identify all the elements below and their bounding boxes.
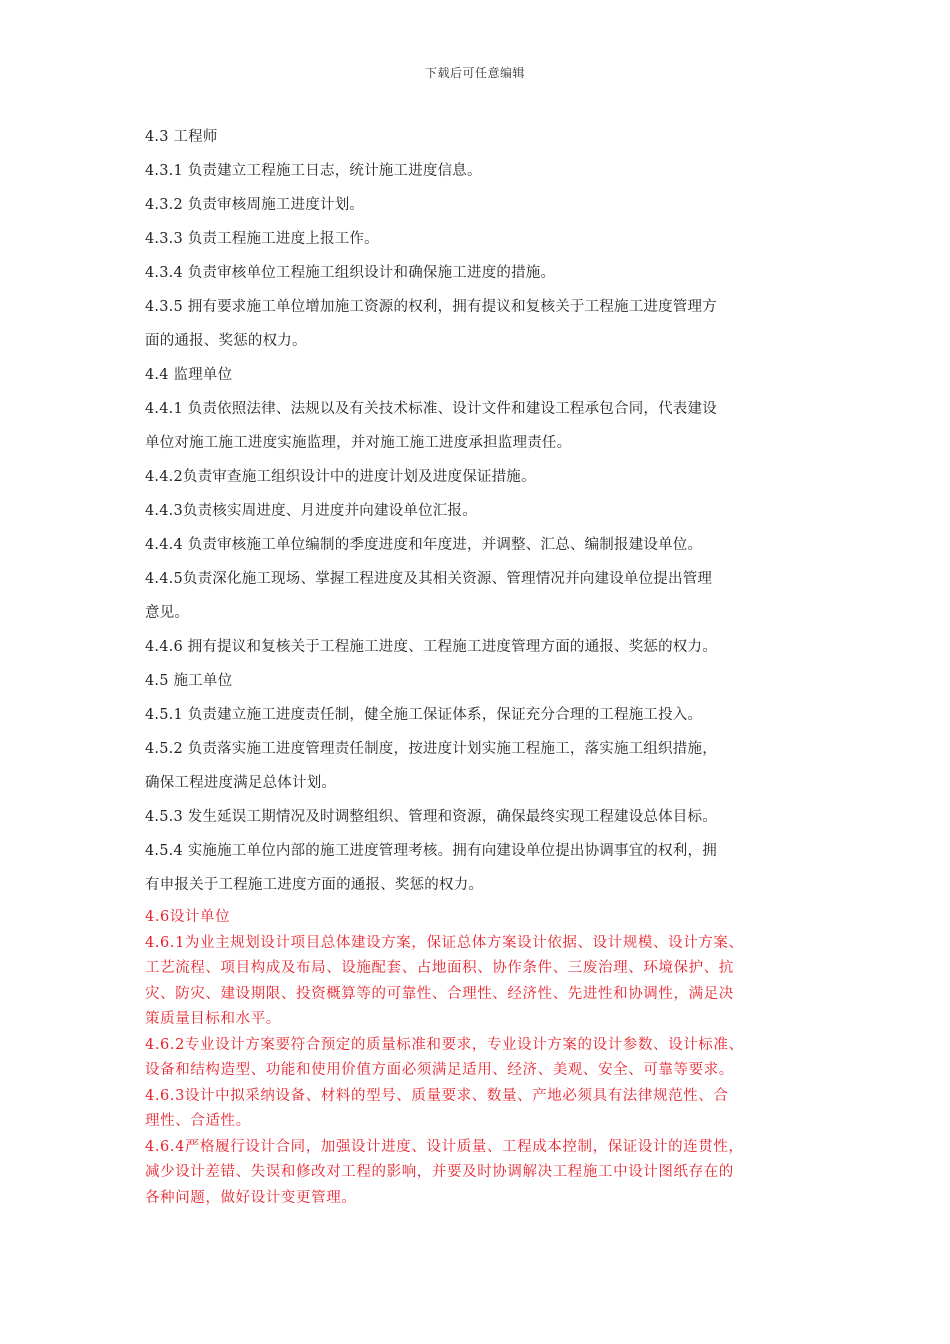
clause-4-6-1-cont-2: 灾、防灾、建设期限、投资概算等的可靠性、合理性、经济性、先进性和协调性，满足决 bbox=[145, 985, 734, 1002]
clause-4-3-4: 4.3.4 负责审核单位工程施工组织设计和确保施工进度的措施。 bbox=[145, 265, 556, 281]
clause-4-4-1: 4.4.1 负责依照法律、法规以及有关技术标准、设计文件和建设工程承包合同，代表建设 bbox=[145, 401, 717, 417]
clause-4-6-4-cont-2: 各种问题，做好设计变更管理。 bbox=[145, 1189, 357, 1206]
clause-4-3-5: 4.3.5 拥有要求施工单位增加施工资源的权利，拥有提议和复核关于工程施工进度管理方 bbox=[145, 299, 717, 315]
document-body bbox=[145, 125, 825, 1211]
clause-4-5-4-cont: 有申报关于工程施工进度方面的通报、奖惩的权力。 bbox=[145, 877, 484, 893]
clause-4-4-6: 4.4.6 拥有提议和复核关于工程施工进度、工程施工进度管理方面的通报、奖惩的权力。 bbox=[145, 639, 717, 655]
clause-4-6-4: 4.6.4严格履行设计合同，加强设计进度、设计质量、工程成本控制，保证设计的连贯性， bbox=[145, 1138, 744, 1155]
clause-4-6-2: 4.6.2专业设计方案要符合预定的质量标准和要求，专业设计方案的设计参数、设计标准、 bbox=[145, 1036, 744, 1053]
clause-4-6-2-cont: 设备和结构造型、功能和使用价值方面必须满足适用、经济、美观、安全、可靠等要求。 bbox=[145, 1062, 734, 1078]
clause-4-3-1: 4.3.1 负责建立工程施工日志，统计施工进度信息。 bbox=[145, 163, 482, 179]
clause-4-5-2-cont: 确保工程进度满足总体计划。 bbox=[145, 775, 337, 791]
heading-4-5: 4.5 施工单位 bbox=[145, 673, 233, 689]
heading-4-4: 4.4 监理单位 bbox=[145, 367, 233, 383]
clause-4-4-3: 4.4.3负责核实周进度、月进度并向建设单位汇报。 bbox=[145, 503, 477, 519]
clause-4-6-3-cont: 理性、合适性。 bbox=[145, 1113, 251, 1129]
clause-4-6-1: 4.6.1为业主规划设计项目总体建设方案，保证总体方案设计依据、设计规模、设计方案、 bbox=[145, 934, 744, 951]
page-header: 下载后可任意编辑 bbox=[424, 66, 525, 80]
clause-4-3-5-cont: 面的通报、奖惩的权力。 bbox=[145, 333, 307, 349]
clause-4-4-4: 4.4.4 负责审核施工单位编制的季度进度和年度进，并调整、汇总、编制报建设单位。 bbox=[145, 537, 703, 553]
clause-4-5-2: 4.5.2 负责落实施工进度管理责任制度，按进度计划实施工程施工，落实施工组织措施， bbox=[145, 741, 717, 757]
clause-4-3-2: 4.3.2 负责审核周施工进度计划。 bbox=[145, 197, 365, 213]
clause-4-5-4: 4.5.4 实施施工单位内部的施工进度管理考核。拥有向建设单位提出协调事宜的权利，拥 bbox=[145, 843, 717, 859]
heading-4-3: 4.3 工程师 bbox=[145, 129, 218, 145]
clause-4-6-4-cont-1: 减少设计差错、失误和修改对工程的影响，并要及时协调解决工程施工中设计图纸存在的 bbox=[145, 1164, 734, 1180]
clause-4-3-3: 4.3.3 负责工程施工进度上报工作。 bbox=[145, 231, 379, 247]
clause-4-4-1-cont: 单位对施工施工进度实施监理，并对施工施工进度承担监理责任。 bbox=[145, 435, 572, 451]
clause-4-6-3: 4.6.3设计中拟采纳设备、材料的型号、质量要求、数量、产地必须具有法律规范性、合 bbox=[145, 1087, 729, 1104]
clause-4-4-5: 4.4.5负责深化施工现场、掌握工程进度及其相关资源、管理情况并向建设单位提出管理 bbox=[145, 571, 713, 587]
clause-4-6-1-cont-1: 工艺流程、项目构成及布局、设施配套、占地面积、协作条件、三废治理、环境保护、抗 bbox=[145, 960, 734, 976]
heading-4-6: 4.6设计单位 bbox=[145, 909, 231, 925]
clause-4-4-2: 4.4.2负责审查施工组织设计中的进度计划及进度保证措施。 bbox=[145, 469, 536, 485]
clause-4-5-1: 4.5.1 负责建立施工进度责任制，健全施工保证体系，保证充分合理的工程施工投入。 bbox=[145, 707, 703, 723]
design-unit-section bbox=[145, 905, 825, 1211]
clause-4-5-3: 4.5.3 发生延误工期情况及时调整组织、管理和资源，确保最终实现工程建设总体目标。 bbox=[145, 809, 717, 825]
engineer-supervision-construction-section bbox=[145, 125, 825, 907]
clause-4-6-1-cont-3: 策质量目标和水平。 bbox=[145, 1011, 281, 1027]
clause-4-4-5-cont: 意见。 bbox=[145, 605, 190, 621]
